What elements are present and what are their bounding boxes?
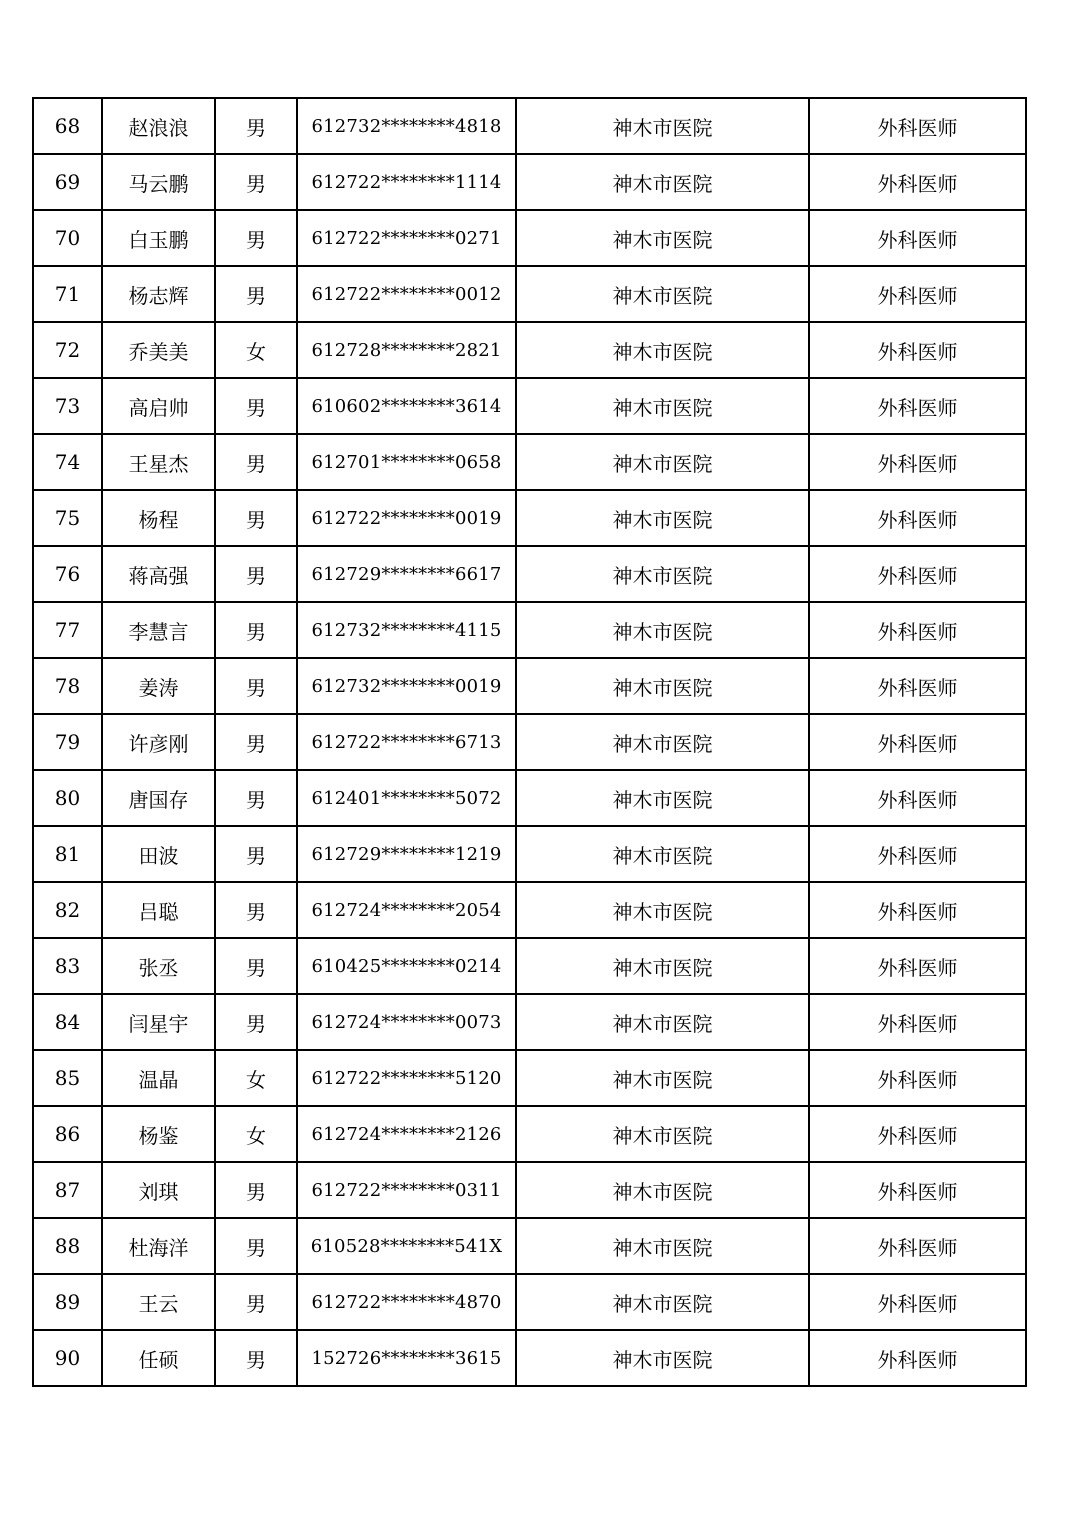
roster-table (32, 97, 1027, 1387)
table-row (33, 378, 1026, 434)
unit-cell: 神木市医院 (516, 210, 809, 266)
gender-cell: 男 (215, 1162, 297, 1218)
position-cell: 外科医师 (809, 826, 1026, 882)
position-cell: 外科医师 (809, 490, 1026, 546)
name-cell: 王云 (102, 1274, 215, 1330)
id-number-cell: 612724********2126 (297, 1106, 516, 1162)
position-cell: 外科医师 (809, 322, 1026, 378)
position-cell: 外科医师 (809, 434, 1026, 490)
name-cell: 赵浪浪 (102, 98, 215, 154)
unit-cell: 神木市医院 (516, 1106, 809, 1162)
name-cell: 田波 (102, 826, 215, 882)
name-cell: 刘琪 (102, 1162, 215, 1218)
name-cell: 杨志辉 (102, 266, 215, 322)
position-cell: 外科医师 (809, 210, 1026, 266)
row-number-cell: 72 (33, 322, 102, 378)
table-row (33, 490, 1026, 546)
position-cell: 外科医师 (809, 154, 1026, 210)
gender-cell: 男 (215, 266, 297, 322)
row-number-cell: 70 (33, 210, 102, 266)
table-row (33, 322, 1026, 378)
unit-cell: 神木市医院 (516, 546, 809, 602)
gender-cell: 男 (215, 490, 297, 546)
position-cell: 外科医师 (809, 602, 1026, 658)
gender-cell: 男 (215, 882, 297, 938)
row-number-cell: 87 (33, 1162, 102, 1218)
id-number-cell: 612722********4870 (297, 1274, 516, 1330)
gender-cell: 男 (215, 98, 297, 154)
position-cell: 外科医师 (809, 1162, 1026, 1218)
position-cell: 外科医师 (809, 1218, 1026, 1274)
name-cell: 白玉鹏 (102, 210, 215, 266)
row-number-cell: 81 (33, 826, 102, 882)
row-number-cell: 89 (33, 1274, 102, 1330)
row-number-cell: 83 (33, 938, 102, 994)
table-row (33, 266, 1026, 322)
row-number-cell: 90 (33, 1330, 102, 1386)
unit-cell: 神木市医院 (516, 1218, 809, 1274)
row-number-cell: 69 (33, 154, 102, 210)
unit-cell: 神木市医院 (516, 266, 809, 322)
name-cell: 温晶 (102, 1050, 215, 1106)
unit-cell: 神木市医院 (516, 994, 809, 1050)
gender-cell: 女 (215, 1050, 297, 1106)
unit-cell: 神木市医院 (516, 490, 809, 546)
unit-cell: 神木市医院 (516, 882, 809, 938)
id-number-cell: 612732********4115 (297, 602, 516, 658)
table-row (33, 1050, 1026, 1106)
table-row (33, 1106, 1026, 1162)
name-cell: 杜海洋 (102, 1218, 215, 1274)
gender-cell: 男 (215, 658, 297, 714)
row-number-cell: 76 (33, 546, 102, 602)
unit-cell: 神木市医院 (516, 1330, 809, 1386)
id-number-cell: 612722********0019 (297, 490, 516, 546)
unit-cell: 神木市医院 (516, 434, 809, 490)
id-number-cell: 612732********0019 (297, 658, 516, 714)
row-number-cell: 85 (33, 1050, 102, 1106)
row-number-cell: 73 (33, 378, 102, 434)
position-cell: 外科医师 (809, 1274, 1026, 1330)
position-cell: 外科医师 (809, 378, 1026, 434)
gender-cell: 男 (215, 994, 297, 1050)
unit-cell: 神木市医院 (516, 1274, 809, 1330)
unit-cell: 神木市医院 (516, 714, 809, 770)
table-row (33, 1274, 1026, 1330)
name-cell: 乔美美 (102, 322, 215, 378)
row-number-cell: 86 (33, 1106, 102, 1162)
position-cell: 外科医师 (809, 1050, 1026, 1106)
name-cell: 唐国存 (102, 770, 215, 826)
name-cell: 任硕 (102, 1330, 215, 1386)
name-cell: 高启帅 (102, 378, 215, 434)
name-cell: 张丞 (102, 938, 215, 994)
id-number-cell: 612722********0271 (297, 210, 516, 266)
name-cell: 姜涛 (102, 658, 215, 714)
gender-cell: 男 (215, 602, 297, 658)
table-row (33, 882, 1026, 938)
row-number-cell: 75 (33, 490, 102, 546)
position-cell: 外科医师 (809, 770, 1026, 826)
table-row (33, 546, 1026, 602)
name-cell: 蒋高强 (102, 546, 215, 602)
unit-cell: 神木市医院 (516, 602, 809, 658)
unit-cell: 神木市医院 (516, 1050, 809, 1106)
position-cell: 外科医师 (809, 938, 1026, 994)
gender-cell: 男 (215, 714, 297, 770)
row-number-cell: 71 (33, 266, 102, 322)
table-row (33, 154, 1026, 210)
gender-cell: 男 (215, 1274, 297, 1330)
unit-cell: 神木市医院 (516, 658, 809, 714)
table-row (33, 770, 1026, 826)
table-row (33, 1162, 1026, 1218)
gender-cell: 男 (215, 210, 297, 266)
position-cell: 外科医师 (809, 658, 1026, 714)
id-number-cell: 612732********4818 (297, 98, 516, 154)
id-number-cell: 612729********6617 (297, 546, 516, 602)
id-number-cell: 610528********541X (297, 1218, 516, 1274)
roster-body (33, 98, 1026, 1386)
unit-cell: 神木市医院 (516, 770, 809, 826)
name-cell: 闫星宇 (102, 994, 215, 1050)
gender-cell: 女 (215, 1106, 297, 1162)
id-number-cell: 612728********2821 (297, 322, 516, 378)
unit-cell: 神木市医院 (516, 98, 809, 154)
id-number-cell: 612722********0311 (297, 1162, 516, 1218)
gender-cell: 男 (215, 378, 297, 434)
gender-cell: 男 (215, 938, 297, 994)
name-cell: 杨程 (102, 490, 215, 546)
position-cell: 外科医师 (809, 546, 1026, 602)
gender-cell: 男 (215, 770, 297, 826)
id-number-cell: 612722********5120 (297, 1050, 516, 1106)
gender-cell: 男 (215, 1330, 297, 1386)
table-row (33, 658, 1026, 714)
name-cell: 王星杰 (102, 434, 215, 490)
row-number-cell: 80 (33, 770, 102, 826)
name-cell: 许彦刚 (102, 714, 215, 770)
position-cell: 外科医师 (809, 266, 1026, 322)
id-number-cell: 612722********0012 (297, 266, 516, 322)
table-row (33, 714, 1026, 770)
id-number-cell: 612724********0073 (297, 994, 516, 1050)
row-number-cell: 84 (33, 994, 102, 1050)
table-row (33, 994, 1026, 1050)
unit-cell: 神木市医院 (516, 378, 809, 434)
table-row (33, 1218, 1026, 1274)
unit-cell: 神木市医院 (516, 826, 809, 882)
id-number-cell: 610602********3614 (297, 378, 516, 434)
name-cell: 杨鉴 (102, 1106, 215, 1162)
row-number-cell: 78 (33, 658, 102, 714)
gender-cell: 男 (215, 1218, 297, 1274)
gender-cell: 男 (215, 434, 297, 490)
position-cell: 外科医师 (809, 714, 1026, 770)
unit-cell: 神木市医院 (516, 322, 809, 378)
table-row (33, 1330, 1026, 1386)
position-cell: 外科医师 (809, 1330, 1026, 1386)
name-cell: 李慧言 (102, 602, 215, 658)
unit-cell: 神木市医院 (516, 1162, 809, 1218)
gender-cell: 男 (215, 826, 297, 882)
position-cell: 外科医师 (809, 994, 1026, 1050)
row-number-cell: 88 (33, 1218, 102, 1274)
position-cell: 外科医师 (809, 882, 1026, 938)
name-cell: 吕聪 (102, 882, 215, 938)
gender-cell: 女 (215, 322, 297, 378)
id-number-cell: 612724********2054 (297, 882, 516, 938)
id-number-cell: 612401********5072 (297, 770, 516, 826)
position-cell: 外科医师 (809, 1106, 1026, 1162)
id-number-cell: 612701********0658 (297, 434, 516, 490)
id-number-cell: 612722********6713 (297, 714, 516, 770)
unit-cell: 神木市医院 (516, 938, 809, 994)
row-number-cell: 79 (33, 714, 102, 770)
row-number-cell: 77 (33, 602, 102, 658)
id-number-cell: 152726********3615 (297, 1330, 516, 1386)
table-row (33, 210, 1026, 266)
table-row (33, 602, 1026, 658)
gender-cell: 男 (215, 546, 297, 602)
table-row (33, 826, 1026, 882)
table-row (33, 938, 1026, 994)
id-number-cell: 612722********1114 (297, 154, 516, 210)
id-number-cell: 612729********1219 (297, 826, 516, 882)
row-number-cell: 82 (33, 882, 102, 938)
unit-cell: 神木市医院 (516, 154, 809, 210)
table-row (33, 98, 1026, 154)
name-cell: 马云鹏 (102, 154, 215, 210)
row-number-cell: 74 (33, 434, 102, 490)
row-number-cell: 68 (33, 98, 102, 154)
position-cell: 外科医师 (809, 98, 1026, 154)
id-number-cell: 610425********0214 (297, 938, 516, 994)
gender-cell: 男 (215, 154, 297, 210)
table-row (33, 434, 1026, 490)
